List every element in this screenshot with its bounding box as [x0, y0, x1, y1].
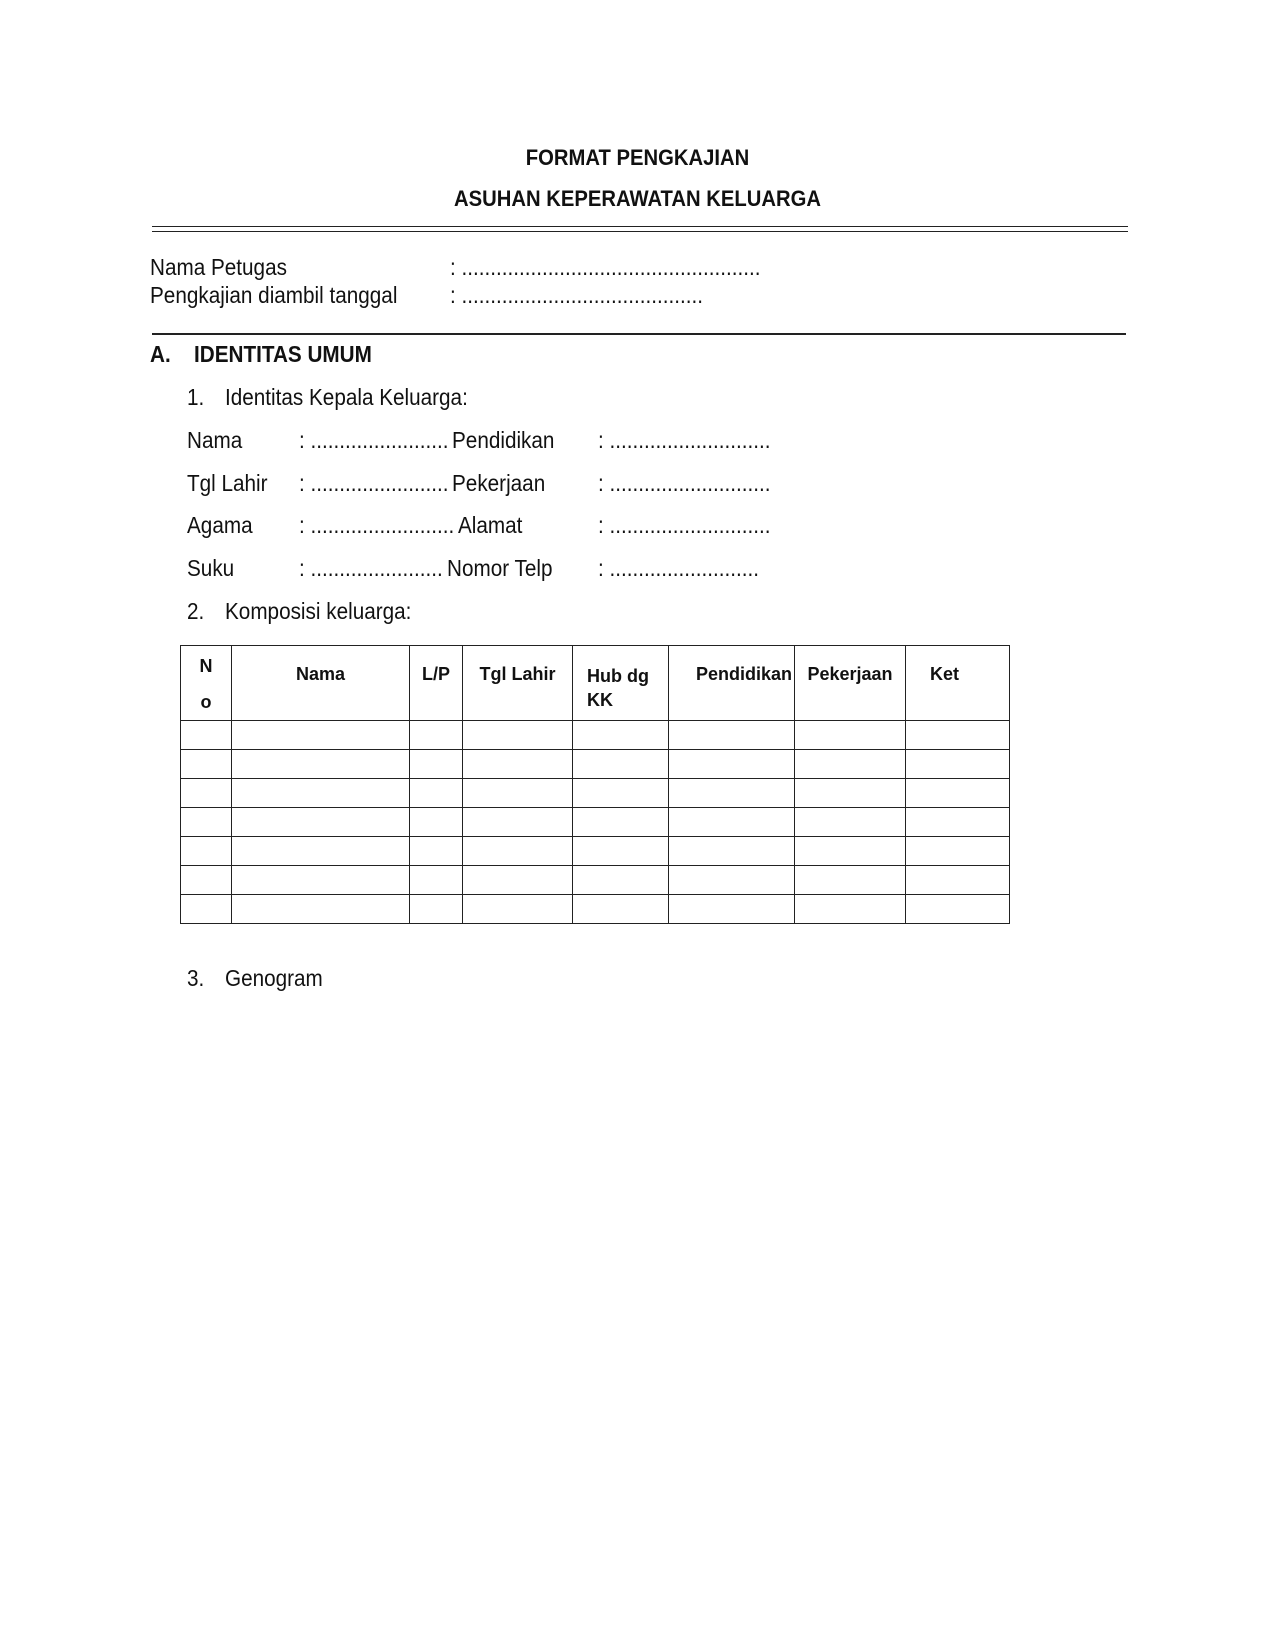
- identity-value-nama[interactable]: : ........................: [299, 427, 449, 453]
- identity-label-tgl-lahir: Tgl Lahir: [187, 470, 268, 496]
- table-row: [181, 779, 1010, 808]
- header-nama: Nama: [232, 646, 410, 721]
- table-cell[interactable]: [573, 750, 669, 779]
- identity-label-pendidikan: Pendidikan: [452, 427, 555, 453]
- identity-label-pekerjaan: Pekerjaan: [452, 470, 546, 496]
- identity-label-nama: Nama: [187, 427, 243, 453]
- table-cell[interactable]: [795, 808, 906, 837]
- table-cell[interactable]: [232, 895, 410, 924]
- header-pekerjaan: Pekerjaan: [795, 646, 906, 721]
- table-cell[interactable]: [795, 721, 906, 750]
- table-cell[interactable]: [573, 866, 669, 895]
- identity-value-agama[interactable]: : .........................: [299, 512, 455, 538]
- item3-label: Genogram: [225, 965, 323, 991]
- header-tgl-lahir: Tgl Lahir: [463, 646, 573, 721]
- table-cell[interactable]: [573, 808, 669, 837]
- table-cell[interactable]: [906, 895, 1010, 924]
- identity-label-suku: Suku: [187, 555, 235, 581]
- item3-number: 3.: [187, 965, 205, 991]
- meta-label-nama-petugas: Nama Petugas: [150, 254, 287, 280]
- table-row: [181, 837, 1010, 866]
- document-title: FORMAT PENGKAJIAN: [525, 145, 750, 170]
- header-pendidikan: Pendidikan: [669, 646, 795, 721]
- header-hub-kk: [573, 646, 669, 721]
- table-cell[interactable]: [232, 808, 410, 837]
- table-cell[interactable]: [669, 750, 795, 779]
- table-cell[interactable]: [906, 779, 1010, 808]
- table-cell[interactable]: [463, 837, 573, 866]
- meta-value-nama-petugas[interactable]: : ....................................................: [450, 254, 761, 280]
- table-cell[interactable]: [463, 808, 573, 837]
- header-lp: L/P: [410, 646, 463, 721]
- item1-label: Identitas Kepala Keluarga:: [225, 384, 468, 410]
- header-no-line2: o: [200, 692, 212, 712]
- identity-value-pendidikan[interactable]: : ............................: [598, 427, 771, 453]
- table-cell[interactable]: [573, 837, 669, 866]
- table-header-row: [181, 646, 1010, 721]
- table-cell[interactable]: [232, 779, 410, 808]
- section-title: IDENTITAS UMUM: [194, 341, 372, 367]
- table-cell[interactable]: [181, 837, 232, 866]
- header-no-line1: N: [199, 656, 213, 676]
- table-cell[interactable]: [795, 837, 906, 866]
- table-row: [181, 895, 1010, 924]
- table-cell[interactable]: [573, 721, 669, 750]
- table-cell[interactable]: [669, 866, 795, 895]
- table-cell[interactable]: [463, 779, 573, 808]
- table-cell[interactable]: [181, 721, 232, 750]
- table-cell[interactable]: [410, 866, 463, 895]
- section-divider: [152, 333, 1126, 335]
- table-cell[interactable]: [410, 895, 463, 924]
- table-row: [181, 866, 1010, 895]
- item2-number: 2.: [187, 598, 205, 624]
- table-cell[interactable]: [232, 866, 410, 895]
- identity-label-alamat: Alamat: [458, 512, 523, 538]
- item2-label: Komposisi keluarga:: [225, 598, 412, 624]
- table-cell[interactable]: [669, 721, 795, 750]
- header-no: [181, 646, 232, 721]
- table-cell[interactable]: [669, 895, 795, 924]
- header-divider-bottom: [152, 231, 1128, 232]
- table-cell[interactable]: [232, 750, 410, 779]
- meta-value-tanggal[interactable]: : ..........................................: [450, 282, 704, 308]
- table-cell[interactable]: [906, 837, 1010, 866]
- table-cell[interactable]: [181, 895, 232, 924]
- identity-value-tgl-lahir[interactable]: : ........................: [299, 470, 449, 496]
- table-cell[interactable]: [181, 866, 232, 895]
- table-cell[interactable]: [573, 779, 669, 808]
- table-cell[interactable]: [181, 779, 232, 808]
- table-cell[interactable]: [573, 895, 669, 924]
- table-cell[interactable]: [669, 779, 795, 808]
- identity-value-pekerjaan[interactable]: : ............................: [598, 470, 771, 496]
- table-cell[interactable]: [410, 808, 463, 837]
- table-cell[interactable]: [795, 866, 906, 895]
- identity-label-agama: Agama: [187, 512, 253, 538]
- identity-value-nomor-telp[interactable]: : ..........................: [598, 555, 760, 581]
- table-cell[interactable]: [232, 837, 410, 866]
- table-cell[interactable]: [181, 750, 232, 779]
- table-cell[interactable]: [410, 750, 463, 779]
- table-cell[interactable]: [410, 721, 463, 750]
- table-row: [181, 808, 1010, 837]
- table-row: [181, 750, 1010, 779]
- table-cell[interactable]: [463, 895, 573, 924]
- header-hub-line1: Hub dg: [587, 666, 649, 686]
- table-cell[interactable]: [463, 750, 573, 779]
- table-cell[interactable]: [795, 895, 906, 924]
- table-cell[interactable]: [410, 779, 463, 808]
- header-ket: Ket: [906, 646, 1010, 721]
- table-cell[interactable]: [669, 837, 795, 866]
- document-subtitle: ASUHAN KEPERAWATAN KELUARGA: [454, 186, 821, 211]
- table-row: [181, 721, 1010, 750]
- identity-value-suku[interactable]: : .......................: [299, 555, 443, 581]
- table-cell[interactable]: [906, 750, 1010, 779]
- section-letter: A.: [150, 341, 171, 367]
- header-divider-top: [152, 226, 1128, 227]
- table-cell[interactable]: [410, 837, 463, 866]
- identity-value-alamat[interactable]: : ............................: [598, 512, 771, 538]
- table-cell[interactable]: [795, 750, 906, 779]
- table-cell[interactable]: [906, 866, 1010, 895]
- table-cell[interactable]: [906, 808, 1010, 837]
- item1-number: 1.: [187, 384, 205, 410]
- header-hub-line2: KK: [587, 690, 613, 710]
- family-composition-table: [180, 645, 1010, 924]
- table-cell[interactable]: [463, 866, 573, 895]
- table-cell[interactable]: [181, 808, 232, 837]
- table-cell[interactable]: [463, 721, 573, 750]
- identity-label-nomor-telp: Nomor Telp: [447, 555, 553, 581]
- table-cell[interactable]: [795, 779, 906, 808]
- table-cell[interactable]: [669, 808, 795, 837]
- table-cell[interactable]: [906, 721, 1010, 750]
- meta-label-tanggal: Pengkajian diambil tanggal: [150, 282, 398, 308]
- table-cell[interactable]: [232, 721, 410, 750]
